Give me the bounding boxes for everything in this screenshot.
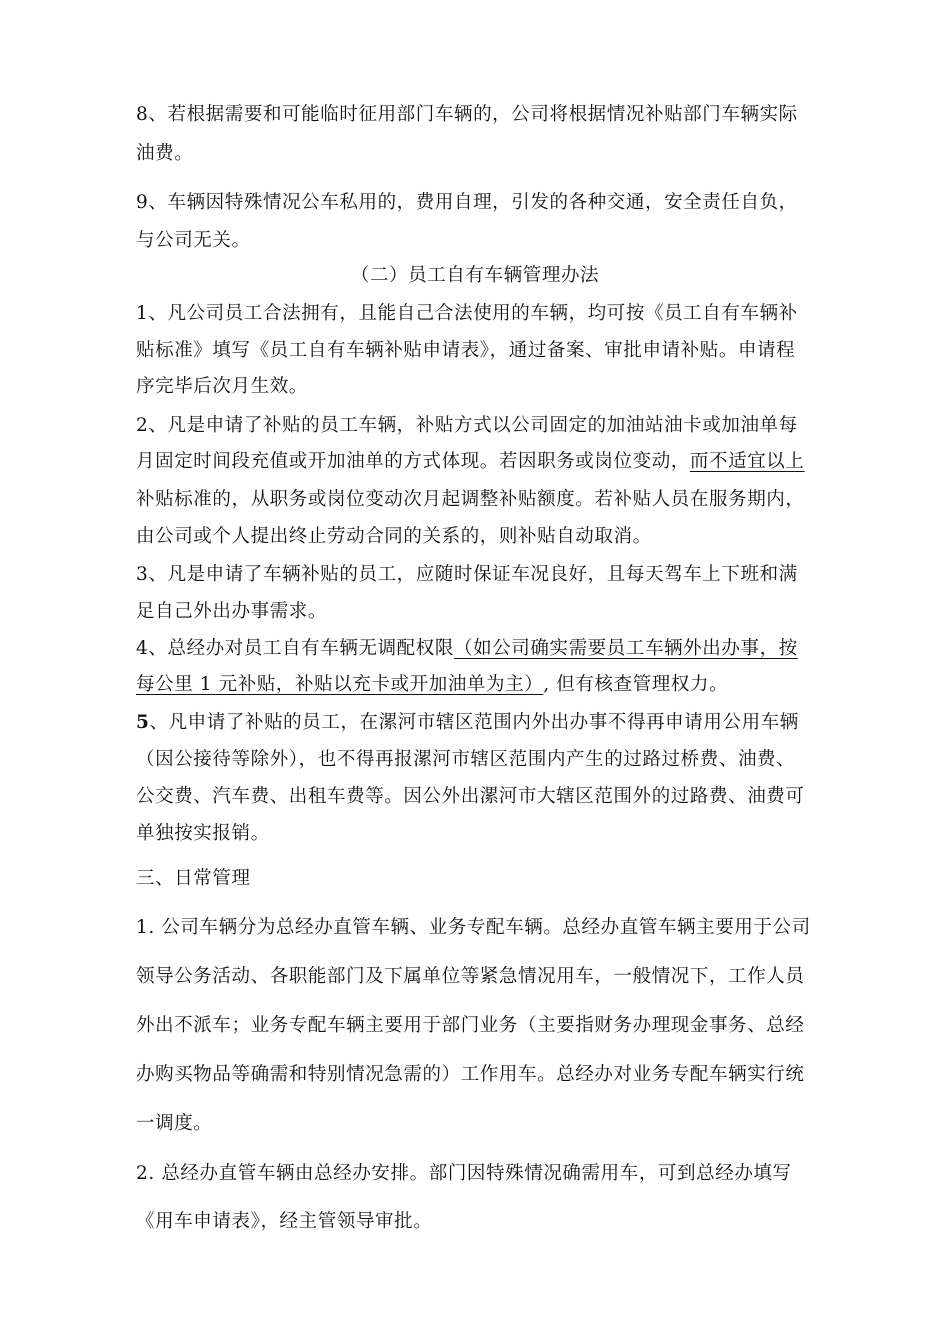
paragraph-9-line-2: 与公司无关。	[136, 230, 251, 251]
section2-item1-line-2: 贴标准》填写《员工自有车辆补贴申请表》，通过备案、审批申请补贴。申请程	[136, 340, 796, 361]
section2-item5-number: 5	[136, 712, 150, 733]
section2-item1-line-3: 序完毕后次月生效。	[136, 376, 308, 397]
section2-item5-line-1-text: 、凡申请了补贴的员工，在漯河市辖区范围内外出办事不得再申请用公用车辆	[149, 712, 799, 733]
section2-item2-underlined-text: 而不适宜以上	[689, 451, 805, 472]
section-heading-daily-management: 三、日常管理	[136, 868, 251, 889]
section2-item5-line-3: 公交费、汽车费、出租车费等。因公外出漯河市大辖区范围外的过路费、油费可	[136, 786, 805, 807]
section2-item3-line-1: 3、凡是申请了车辆补贴的员工，应随时保证车况良好，且每天驾车上下班和满	[136, 564, 798, 585]
section2-item4-tail-text: , 但有核查管理权力。	[543, 674, 729, 695]
section2-item5-line-4: 单独按实报销。	[136, 823, 270, 844]
section2-item5-line-1	[136, 708, 799, 734]
paragraph-8-line-2: 油费。	[136, 143, 194, 164]
section3-item1-line-2: 领导公务活动、各职能部门及下属单位等紧急情况用车，一般情况下，工作人员	[136, 966, 805, 987]
section2-item4-text: 4、总经办对员工自有车辆无调配权限	[136, 638, 454, 659]
section3-item1-line-4: 办购买物品等确需和特别情况急需的）工作用车。总经办对业务专配车辆实行统	[136, 1064, 805, 1085]
paragraph-8-line-1: 8、若根据需要和可能临时征用部门车辆的，公司将根据情况补贴部门车辆实际	[136, 104, 798, 125]
section2-item2-line-4: 由公司或个人提出终止劳动合同的关系的，则补贴自动取消。	[136, 526, 652, 547]
section-heading-employee-vehicles: （二）员工自有车辆管理办法	[350, 265, 600, 286]
section2-item2-line-2	[136, 447, 805, 473]
section3-item2-line-2: 《用车申请表》，经主管领导审批。	[136, 1211, 433, 1232]
section2-item2-line-3: 补贴标准的，从职务或岗位变动次月起调整补贴额度。若补贴人员在服务期内，	[136, 489, 805, 510]
section2-item5-line-2: （因公接待等除外），也不得再报漯河市辖区范围内产生的过路过桥费、油费、	[136, 749, 796, 770]
paragraph-9-line-1: 9、车辆因特殊情况公车私用的，费用自理，引发的各种交通，安全责任自负，	[136, 192, 798, 213]
section3-item1-line-1: 1. 公司车辆分为总经办直管车辆、业务专配车辆。总经办直管车辆主要用于公司	[136, 917, 811, 938]
section2-item2-line-1: 2、凡是申请了补贴的员工车辆，补贴方式以公司固定的加油站油卡或加油单每	[136, 415, 798, 436]
section3-item1-line-5: 一调度。	[136, 1113, 213, 1134]
section3-item2-line-1: 2. 总经办直管车辆由总经办安排。部门因特殊情况确需用车，可到总经办填写	[136, 1163, 792, 1184]
section2-item3-line-2: 足自己外出办事需求。	[136, 601, 328, 622]
section2-item4-underlined-text-2: 每公里 1 元补贴，补贴以充卡或开加油单为主）	[136, 674, 544, 695]
section2-item4-underlined-text-1: （如公司确实需要员工车辆外出办事，按	[453, 638, 798, 659]
section2-item4-line-2	[136, 670, 728, 696]
section2-item4-line-1	[136, 634, 798, 660]
section2-item1-line-1: 1、凡公司员工合法拥有，且能自己合法使用的车辆，均可按《员工自有车辆补	[136, 303, 798, 324]
section2-item2-line-2-text: 月固定时间段充值或开加油单的方式体现。若因职务或岗位变动，	[136, 451, 690, 472]
section3-item1-line-3: 外出不派车；业务专配车辆主要用于部门业务（主要指财务办理现金事务、总经	[136, 1015, 805, 1036]
